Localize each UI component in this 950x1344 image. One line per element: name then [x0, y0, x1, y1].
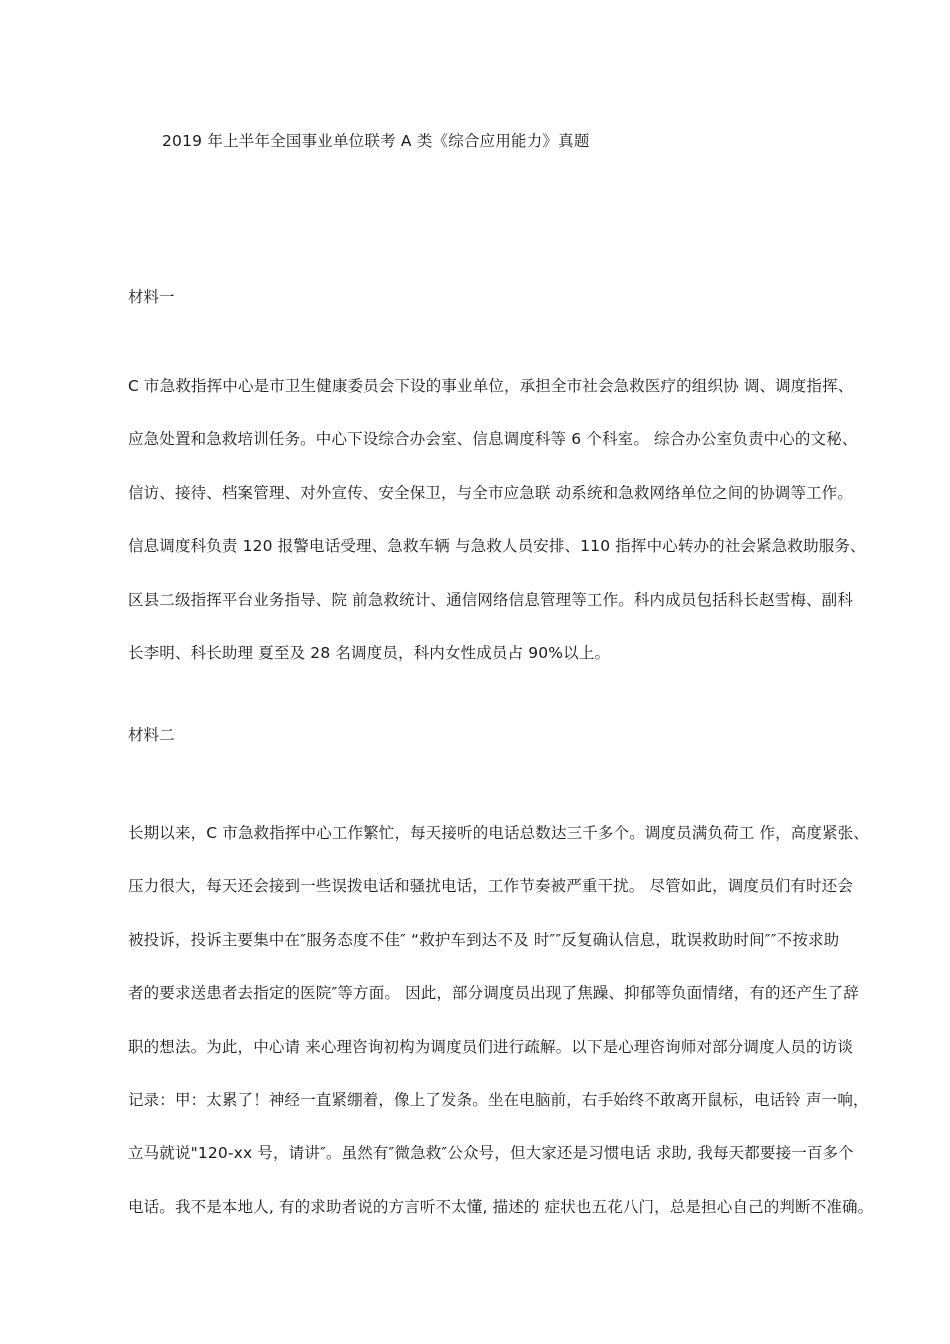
paragraph-line: 被投诉，投诉主要集中在″服务态度不佳″ “救护车到达不及 时″″反复确认信息，耽误救助时间″″不按求助 [128, 930, 840, 949]
paragraph-line: 职的想法。为此，中心请 来心理咨询初构为调度员们进行疏解。以下是心理咨询师对部分调度人员的访谈 [128, 1037, 853, 1056]
paragraph-line: C 市急救指挥中心是市卫生健康委员会下设的事业单位，承担全市社会急救医疗的组织协 调、调度指挥、 [128, 377, 854, 395]
paragraph-line: 压力很大，每天还会接到一些误拨电话和骚扰电话，工作节奏被严重干扰。 尽管如此，调度员们有时还会 [128, 877, 853, 896]
paragraph-line: 长李明、科长助理 夏至及 28 名调度员，科内女性成员占 90%以上。 [128, 643, 611, 662]
document-title: 2019 年上半年全国事业单位联考 A 类《综合应用能力》真题 [162, 132, 590, 150]
paragraph-line: 应急处置和急救培训任务。中心下设综合办会室、信息调度科等 6 个科室。 综合办公室负责中心的文秘、 [128, 430, 858, 449]
paragraph-line: 记录：甲：太累了！神经一直紧绷着，像上了发条。坐在电脑前，右手始终不敢离开鼠标，电话铃 声一响， [128, 1090, 869, 1109]
section-heading-material-1: 材料一 [128, 288, 175, 306]
section-body-material-2 [128, 823, 888, 1250]
paragraph-line: 者的要求送患者去指定的医院″等方面。 因此，部分调度员出现了焦躁、抑郁等负面情绪，有的还产生了辞 [128, 984, 859, 1003]
section-heading-material-2: 材料二 [128, 726, 175, 744]
paragraph-line: 电话。我不是本地人, 有的求助者说的方言听不太懂, 描述的 症状也五花八门，总是担心自己的判断不准确。 [128, 1197, 874, 1216]
paragraph-line: 立马就说"120-xx 号，请讲″。虽然有″微急救″公众号，但大家还是习惯电话 求助, 我每天都要接一百多个 [128, 1144, 854, 1163]
paragraph-line: 区县二级指挥平台业务指导、院 前急救统计、通信网络信息管理等工作。科内成员包括科长赵雪梅、副科 [128, 590, 853, 609]
section-body-material-1 [128, 376, 888, 696]
paragraph-line: 长期以来，C 市急救指挥中心工作繁忙，每天接听的电话总数达三千多个。调度员满负荷工 作，高度紧张、 [128, 824, 870, 842]
paragraph-line: 信访、接待、档案管理、对外宣传、安全保卫，与全市应急联 动系统和急救网络单位之间的协调等工作。 [128, 483, 853, 502]
paragraph-line: 信息调度科负责 120 报警电话受理、急救车辆 与急救人员安排、110 指挥中心转办的社会紧急救助服务、 [128, 537, 866, 556]
